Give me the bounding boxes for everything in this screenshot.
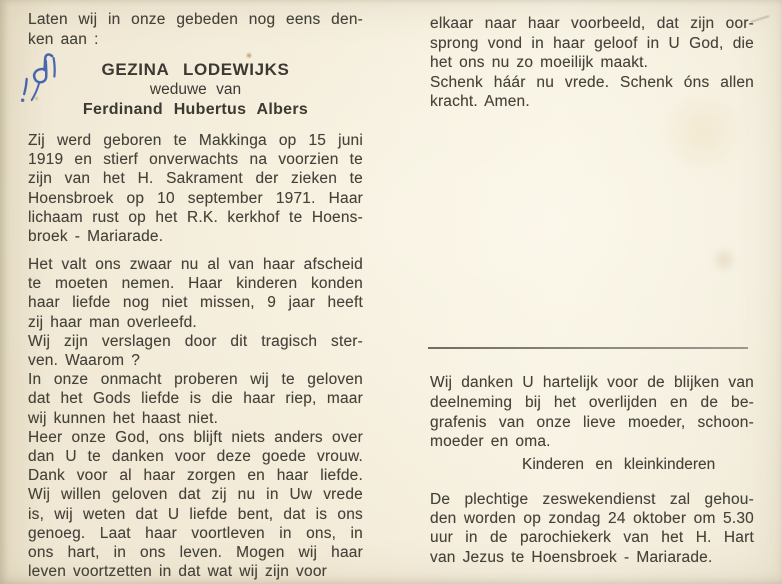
text-line: uur in de parochiekerk van het H. Hart <box>430 529 754 547</box>
text-line: lichaam rust op het R.K. kerkhof te Hoens- <box>28 208 363 226</box>
text-line: ken aan : <box>28 31 99 48</box>
handwritten-ink-mark <box>12 50 68 115</box>
service-announcement-paragraph <box>430 490 754 567</box>
text-line: sprong vond in haar geloof in U God, die <box>430 34 754 52</box>
text-line: broek - Mariarade. <box>28 228 164 246</box>
section-divider <box>428 347 748 349</box>
text-line: het ons nu zo moeilijk maakt. <box>430 54 649 71</box>
text-line: Wij danken U hartelijk voor de blijken van <box>430 374 754 391</box>
text-line: zij haar man overleefd. <box>28 313 197 331</box>
deceased-heading <box>28 60 363 119</box>
text-line: kracht. Amen. <box>430 93 530 110</box>
text-line: grafenis van onze lieve moeder, schoon- <box>430 413 754 431</box>
paper-stain <box>246 52 252 59</box>
intro-paragraph <box>28 10 363 50</box>
text-line: genoeg. Laat haar voortleven in ons, in <box>28 524 363 542</box>
text-line: elkaar naar haar voorbeeld, dat zijn oor- <box>430 15 754 32</box>
text-line: wij kunnen het haast niet. <box>28 409 219 427</box>
text-line: dat het Gods liefde is die haar riep, maar <box>28 390 363 408</box>
text-line: Dank voor al haar zorgen en haar liefde. <box>28 467 363 485</box>
text-line: van Jezus te Hoensbroek - Mariarade. <box>430 548 713 566</box>
text-line: Hoensbroek op 10 september 1971. Haar <box>28 189 363 207</box>
text-line: haar liefde nog niet missen, 9 jaar heeft <box>28 294 363 312</box>
text-line: Het valt ons zwaar nu al van haar afscheid <box>28 256 363 273</box>
text-line: In onze onmacht proberen wij te geloven <box>28 371 363 389</box>
text-line: 1919 en stierf onverwachts na voorzien te <box>28 151 363 169</box>
text-line: leven voortzetten in dat wat wij zijn voor <box>28 563 328 581</box>
text-line: Wij willen geloven dat zij nu in Uw vrede <box>28 486 363 504</box>
text-line: ons hart, in ons leven. Mogen wij haar <box>28 544 363 562</box>
text-line: den worden op zondag 24 oktober om 5.30 <box>430 510 754 528</box>
text-line: Heer onze God, ons blijft niets anders over <box>28 428 363 446</box>
deceased-name: GEZINA LODEWIJKS <box>101 60 290 79</box>
text-line: is, wij weten dat U liefde bent, dat is ons <box>28 505 363 523</box>
biography-paragraph <box>28 131 363 246</box>
text-line: moeder en oma. <box>430 433 551 451</box>
prayer-paragraph <box>430 14 754 112</box>
text-line: De plechtige zeswekendienst zal gehou- <box>430 491 754 508</box>
mourning-paragraph <box>28 255 363 581</box>
husband-name: Ferdinand Hubertus Albers <box>82 100 309 118</box>
text-line: deelneming bij het overlijden en de be- <box>430 393 754 411</box>
text-line: dan U te danken voor deze goede vrouw. <box>28 448 363 466</box>
text-line: Schenk háár nu vrede. Schenk óns allen <box>430 73 754 91</box>
paper-stain <box>710 248 738 272</box>
text-line: ven. Waarom ? <box>28 352 141 370</box>
text-line: zijn van het H. Sakrament der zieken te <box>28 170 363 188</box>
text-line: Wij zijn verslagen door dit tragisch ster- <box>28 332 363 350</box>
text-line: Laten wij in onze gebeden nog eens den- <box>28 11 363 28</box>
text-line: te moeten nemen. Haar kinderen konden <box>28 275 363 293</box>
text-line: Zij werd geboren te Makkinga op 15 juni <box>28 132 363 149</box>
thanks-paragraph <box>430 373 754 452</box>
relation-label: weduwe van <box>149 81 242 98</box>
family-signature: Kinderen en kleinkinderen <box>522 456 716 473</box>
